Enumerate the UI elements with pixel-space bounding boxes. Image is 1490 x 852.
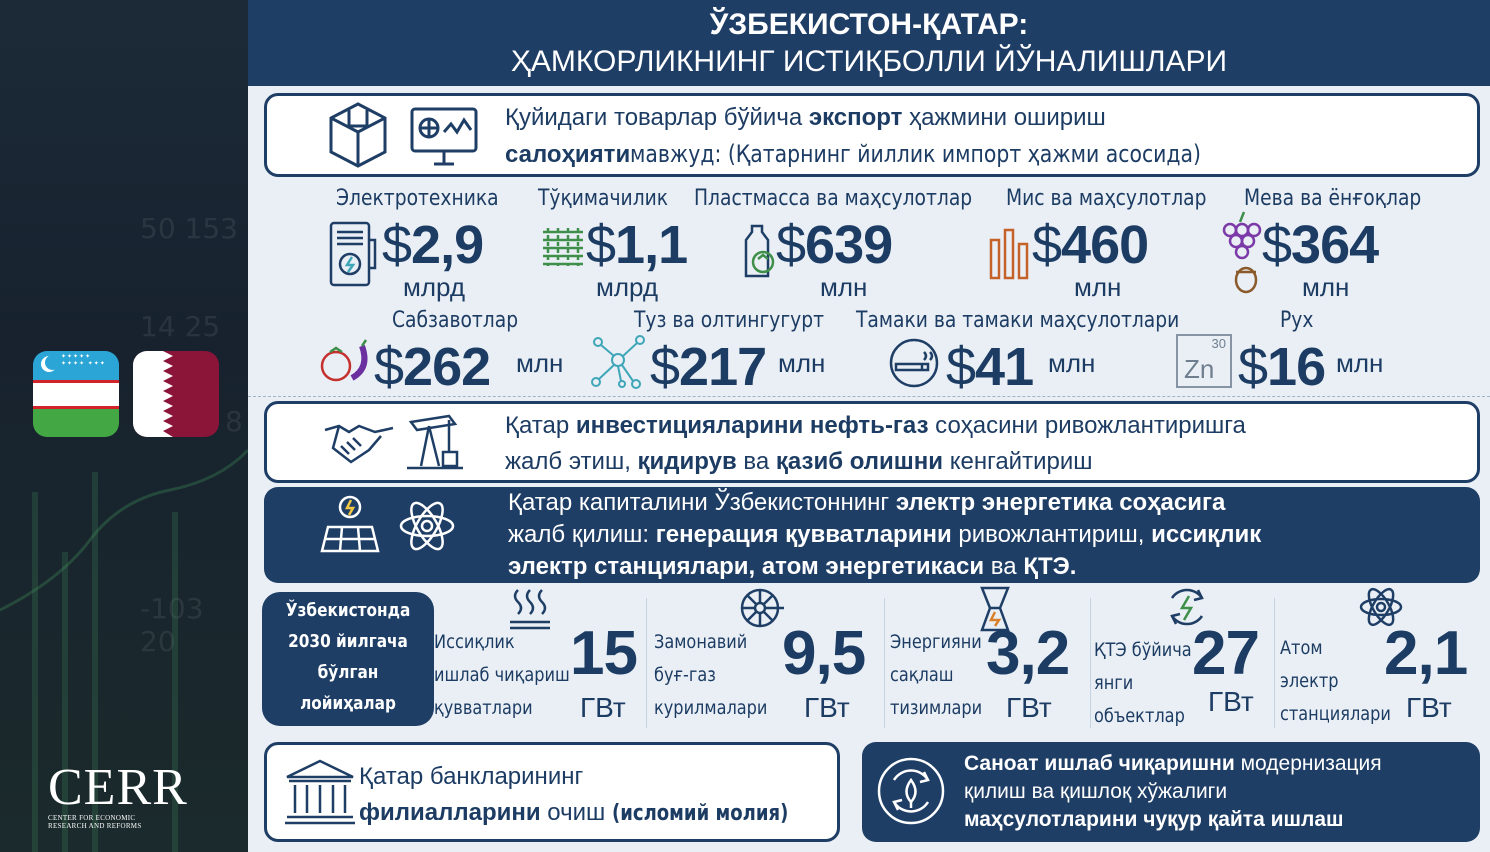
cigarette-icon <box>886 338 942 388</box>
uzbekistan-flag: ✦✦✦✦✦ ✦✦✦✦ ✦✦✦ <box>33 351 119 437</box>
textile-icon <box>540 226 586 266</box>
vegetables-icon <box>318 338 374 388</box>
oil-pump-icon <box>405 412 465 472</box>
export-box-text: Қуйидаги товарлар бўйича экспорт ҳажмини ошириш салоҳиятимавжуд: (Қатарнинг йиллик импорт ҳажми асосида) <box>505 104 1202 168</box>
stat-divider <box>646 598 647 728</box>
bank-text: Қатар банкларининг филиалларини очиш (исломий молия) <box>359 763 789 826</box>
stat-divider <box>1090 598 1091 728</box>
industry-agriculture-text: Саноат ишлаб чиқаришни модернизация қилиш ва қишлоқ хўжалиги маҳсулотларини чуқур қайта ишлаш <box>964 752 1382 831</box>
background-number: 14 25 <box>140 310 221 343</box>
background-chart-line <box>0 430 248 630</box>
monitor-globe-icon <box>409 106 479 173</box>
projects-2030-label: Ўзбекистонда 2030 йилгача бўлган лойиҳалар <box>262 592 434 726</box>
copper-pipes-icon <box>988 226 1032 280</box>
electric-meter-icon <box>328 220 378 290</box>
bank-branches-box <box>264 742 840 842</box>
title-bar <box>248 0 1490 86</box>
industry-agriculture-box <box>862 742 1480 842</box>
zinc-element-icon: 30 Zn <box>1176 334 1232 388</box>
left-decorative-panel <box>0 0 248 852</box>
stat-divider <box>884 598 885 728</box>
title-line-1: ЎЗБЕКИСТОН-ҚАТАР: <box>709 8 1029 41</box>
plastic-bottle-icon <box>738 224 778 280</box>
cerr-logo-text: CERR <box>48 759 188 816</box>
box-export-icon <box>327 100 389 175</box>
heat-icon <box>508 586 552 630</box>
energy-text: Қатар капиталини Ўзбекистоннинг электр энергетика соҳасига жалб қилиш: генерация қувватларини ривожлантириш, иссиқлик электр станциялари, атом энергетикаси ва ҚТЭ. <box>508 489 1262 580</box>
energy-investment-box <box>264 487 1480 583</box>
background-number: 8 <box>225 405 243 438</box>
cerr-logo <box>48 759 188 830</box>
cerr-subtitle-1: CENTER FOR ECONOMIC <box>48 814 136 822</box>
bank-building-icon <box>283 757 357 827</box>
qatar-flag <box>133 351 219 437</box>
molecule-icon <box>588 332 648 392</box>
oil-gas-text: Қатар инвестицияларини нефть-газ соҳасини ривожлантиришга жалб этиш, қидирув ва қазиб олишни кенгайтириш <box>505 412 1246 475</box>
oil-gas-investment-box <box>264 401 1480 483</box>
atom-icon <box>398 497 456 555</box>
fruit-nut-icon <box>1218 208 1262 298</box>
recycle-leaf-icon <box>876 756 946 826</box>
export-potential-box <box>264 93 1480 177</box>
dashed-divider <box>248 396 1490 397</box>
cerr-subtitle-2: RESEARCH AND REFORMS <box>48 822 142 830</box>
title-line-2: ҲАМКОРЛИКНИНГ ИСТИҚБОЛЛИ ЙЎНАЛИШЛАРИ <box>510 45 1228 78</box>
stat-divider <box>1274 598 1275 728</box>
turbine-icon <box>736 584 784 632</box>
solar-panel-icon <box>320 493 380 557</box>
background-number: 50 153 <box>140 212 238 245</box>
background-number: -103 20 <box>140 592 204 658</box>
main-infographic: ЎЗБЕКИСТОН-ҚАТАР: ҲАМКОРЛИКНИНГ ИСТИҚБОЛЛИ ЙЎНАЛИШЛАРИ Қуйидаги товарлар бўйича экспорт ҳажмини ошириш салоҳиятимавжуд: (Қатарнинг йиллик импорт ҳажми асосида) Электротехника $2,9 млрд Тўқимачилик $1,1 млрд Пластмасса ва маҳсулотлар $639 млн Мис ва маҳсулотлар $460 млн Мева ва ёнғоқлар $364 млн Сабзавотлар $262 млн Туз ва олтингугурт $217 млн Тамаки ва тамаки маҳсулотлари $41 млн Рух 30 Zn $16 млн Қатар инвестицияларини нефть-газ соҳасини ривожлантиришга жалб этиш, қидирув ва қазиб олишни кенгайтириш Қатар капиталини Ўзбекистоннинг электр энергетика соҳасига жалб қилиш: генерация қувватларини ривожлантириш, иссиқлик электр станциялари, атом энергетикаси ва ҚТЭ. Ўзбекистонда 2030 йилгача бўлган лойиҳалар Иссиқлик ишлаб чиқариш қувватлари 15 ГВт Замонавий буғ-газ курилмалари 9,5 ГВт Энергияни сақлаш тизимлари 3,2 ГВт ҚТЭ бўйича янги объектлар 27 ГВт Атом электр станциялари 2,1 ГВт Қатар банкларининг филиалларини очиш (исломий молия) Саноат ишлаб чиқаришни модернизация қилиш ва қишлоқ хўжалиги маҳсулотларини чуқур қайта ишлаш <box>248 0 1490 852</box>
handshake-icon <box>323 418 395 468</box>
